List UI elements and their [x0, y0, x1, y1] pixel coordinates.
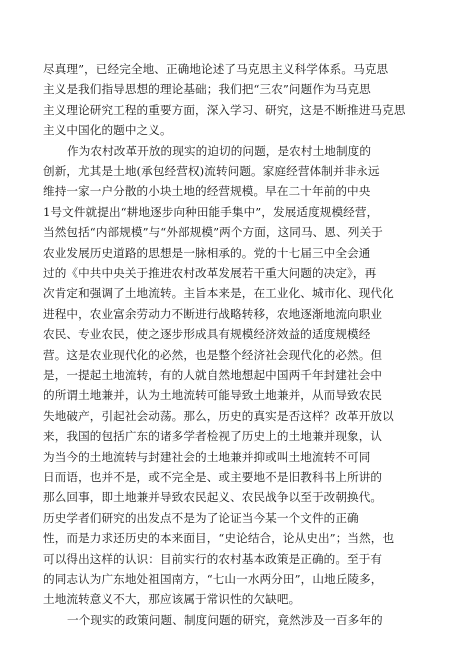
text-line: 营。这是农业现代化的必然，也是整个经济社会现代化的必然。但	[43, 347, 383, 362]
text-line: 那么回事，即土地兼并导致农民起义、农民战争以至于改朝换代。	[43, 490, 383, 505]
text-line: 当然包括“内部规模”与“外部规模”两个方面，这同马、恩、列关于	[43, 225, 383, 240]
text-line: 尽真理”，已经完全地、正确地论述了马克思主义科学体系。马克思	[43, 62, 389, 76]
text-line: 主义中国化的题中之义。	[43, 123, 172, 138]
text-line: 是，一提起土地流转，有的人就自然地想起中国两千年封建社会中	[43, 368, 383, 382]
text-line: 主义理论研究工程的重要方面，深入学习、研究，这是不断推进马克思	[43, 102, 406, 117]
text-line: 农业发展历史道路的思想是一脉相承的。党的十七届三中全会通	[43, 245, 371, 260]
text-line: 创新，尤其是土地(承包经营权)流转问题。家庭经营体制并非永远	[43, 164, 380, 178]
text-line: 农民、专业农民，使之逐步形成具有规模经济效益的适度规模经	[43, 327, 371, 342]
text-line: 进程中，农业富余劳动力不断进行战略转移，农地逐渐地流向职业	[43, 306, 383, 321]
text-line: 失地破产，引起社会动荡。那么，历史的真实是否这样？改革开放以	[43, 408, 394, 423]
text-line: 主义是我们指导思想的理论基础；我们把“三农”问题作为马克思	[43, 82, 371, 97]
text-line: 的所谓土地兼并，认为土地流转可能导致土地兼并，从而导致农民	[43, 388, 383, 403]
text-line: 性，而是力求还历史的本来面目，“史论结合，论从史出”；当然，也	[43, 531, 395, 546]
text-line: 的同志认为广东地处祖国南方，“七山一水两分田”，山地丘陵多，	[43, 572, 383, 586]
text-line: 土地流转意义不大，那应该属于常识性的欠缺吧。	[43, 592, 301, 607]
text-line: 次肯定和强调了土地流转。主旨本来是，在工业化、城市化、现代化	[43, 286, 394, 301]
paragraph-first-line: 作为农村改革开放的现实的迫切的问题，是农村土地制度的	[67, 143, 372, 158]
text-line: 可以得出这样的认识：目前实行的农村基本政策是正确的。至于有	[43, 551, 383, 566]
text-line: 日而语，也并不是，或不完全是、或主要地不是旧教科书上所讲的	[43, 470, 383, 484]
text-line: 过的《中共中央关于推进农村改革发展若干重大问题的决定》，再	[43, 266, 377, 280]
paragraph-first-line: 一个现实的政策问题、制度问题的研究，竟然涉及一百多年的	[67, 612, 383, 627]
text-line: 1号文件就提出“耕地逐步向种田能手集中”，发展适度规模经营，	[43, 204, 379, 219]
text-line: 来，我国的包括广东的诸多学者检视了历史上的土地兼并现象，认	[43, 429, 383, 444]
text-line: 历史学者们研究的出发点不是为了论证当今某一个文件的正确	[43, 510, 359, 525]
text-line: 维持一家一户分散的小块土地的经营规模。早在二十年前的中央	[43, 184, 371, 199]
text-line: 为当今的土地流转与封建社会的土地兼并抑或叫土地流转不可同	[43, 449, 371, 464]
